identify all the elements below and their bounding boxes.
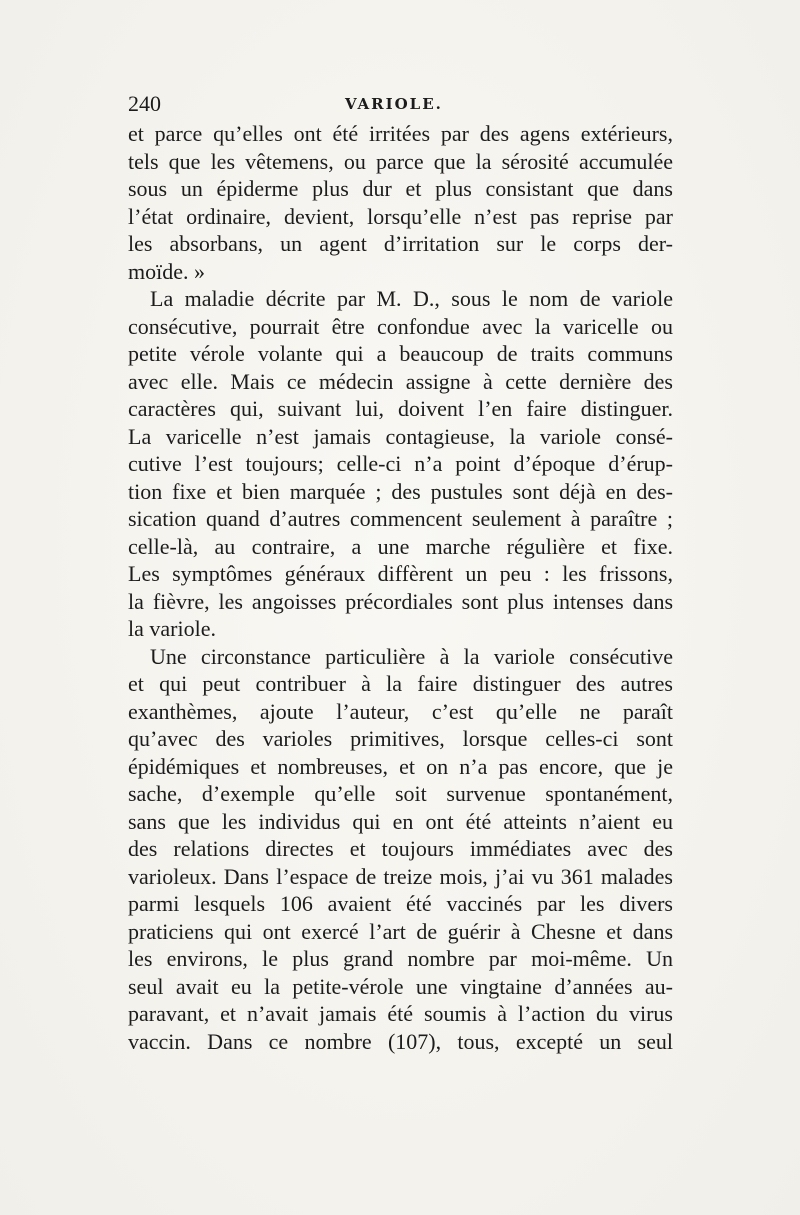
- text-line: Une circonstance particulière à la variole consécutive: [150, 643, 673, 669]
- text-line: caractères qui, suivant lui, doivent l’en faire distinguer.: [128, 396, 673, 421]
- text-line: des relations directes et toujours immédiates avec des: [128, 836, 673, 861]
- text-line: celle-là, au contraire, a une marche régulière et fixe.: [128, 533, 673, 559]
- text-line: petite vérole volante qui a beaucoup de traits communs: [128, 341, 673, 366]
- text-line: sication quand d’autres commencent seulement à paraître ;: [128, 506, 673, 531]
- text-line: cutive l’est toujours; celle-ci n’a point d’époque d’érup-: [128, 451, 673, 476]
- text-line: moïde. »: [128, 258, 205, 284]
- text-line: l’état ordinaire, devient, lorsqu’elle n’est pas reprise par: [128, 203, 673, 229]
- running-title: VARIOLE.: [345, 95, 443, 113]
- text-line: La maladie décrite par M. D., sous le nom de variole: [150, 286, 673, 311]
- body-text: [128, 120, 673, 1055]
- text-line: tels que les vêtemens, ou parce que la sérosité accumulée: [128, 148, 673, 174]
- text-line: seul avait eu la petite-vérole une vingtaine d’années au-: [128, 973, 673, 999]
- text-line: consécutive, pourrait être confondue avec la varicelle ou: [128, 313, 673, 339]
- text-line: paravant, et n’avait jamais été soumis à l’action du virus: [128, 1001, 673, 1026]
- text-line: exanthèmes, ajoute l’auteur, c’est qu’elle ne paraît: [128, 698, 673, 724]
- text-line: épidémiques et nombreuses, et on n’a pas encore, que je: [128, 753, 673, 779]
- text-line: varioleux. Dans l’espace de treize mois, j’ai vu 361 malades: [128, 863, 673, 889]
- text-line: les absorbans, un agent d’irritation sur le corps der-: [128, 231, 673, 256]
- text-line: tion fixe et bien marquée ; des pustules sont déjà en des-: [128, 478, 673, 504]
- text-line: Les symptômes généraux diffèrent un peu : les frissons,: [128, 561, 673, 586]
- text-line: la variole.: [128, 616, 216, 641]
- text-line: sans que les individus qui en ont été atteints n’aient eu: [128, 808, 673, 834]
- text-line: sous un épiderme plus dur et plus consistant que dans: [128, 176, 673, 201]
- text-line: vaccin. Dans ce nombre (107), tous, excepté un seul: [128, 1028, 673, 1054]
- text-line: sache, d’exemple qu’elle soit survenue spontanément,: [128, 781, 673, 806]
- text-line: et qui peut contribuer à la faire distinguer des autres: [128, 671, 673, 696]
- text-line: parmi lesquels 106 avaient été vaccinés par les divers: [128, 891, 673, 916]
- text-line: La varicelle n’est jamais contagieuse, la variole consé-: [128, 423, 673, 449]
- text-line: les environs, le plus grand nombre par moi-même. Un: [128, 946, 673, 971]
- text-line: avec elle. Mais ce médecin assigne à cette dernière des: [128, 368, 673, 394]
- running-head: [128, 91, 673, 117]
- page-number: 240: [128, 91, 161, 116]
- text-line: qu’avec des varioles primitives, lorsque celles-ci sont: [128, 726, 673, 751]
- text-line: praticiens qui ont exercé l’art de guérir à Chesne et dans: [128, 918, 673, 944]
- text-line: et parce qu’elles ont été irritées par des agens extérieurs,: [128, 121, 673, 146]
- text-line: la fièvre, les angoisses précordiales sont plus intenses dans: [128, 588, 673, 614]
